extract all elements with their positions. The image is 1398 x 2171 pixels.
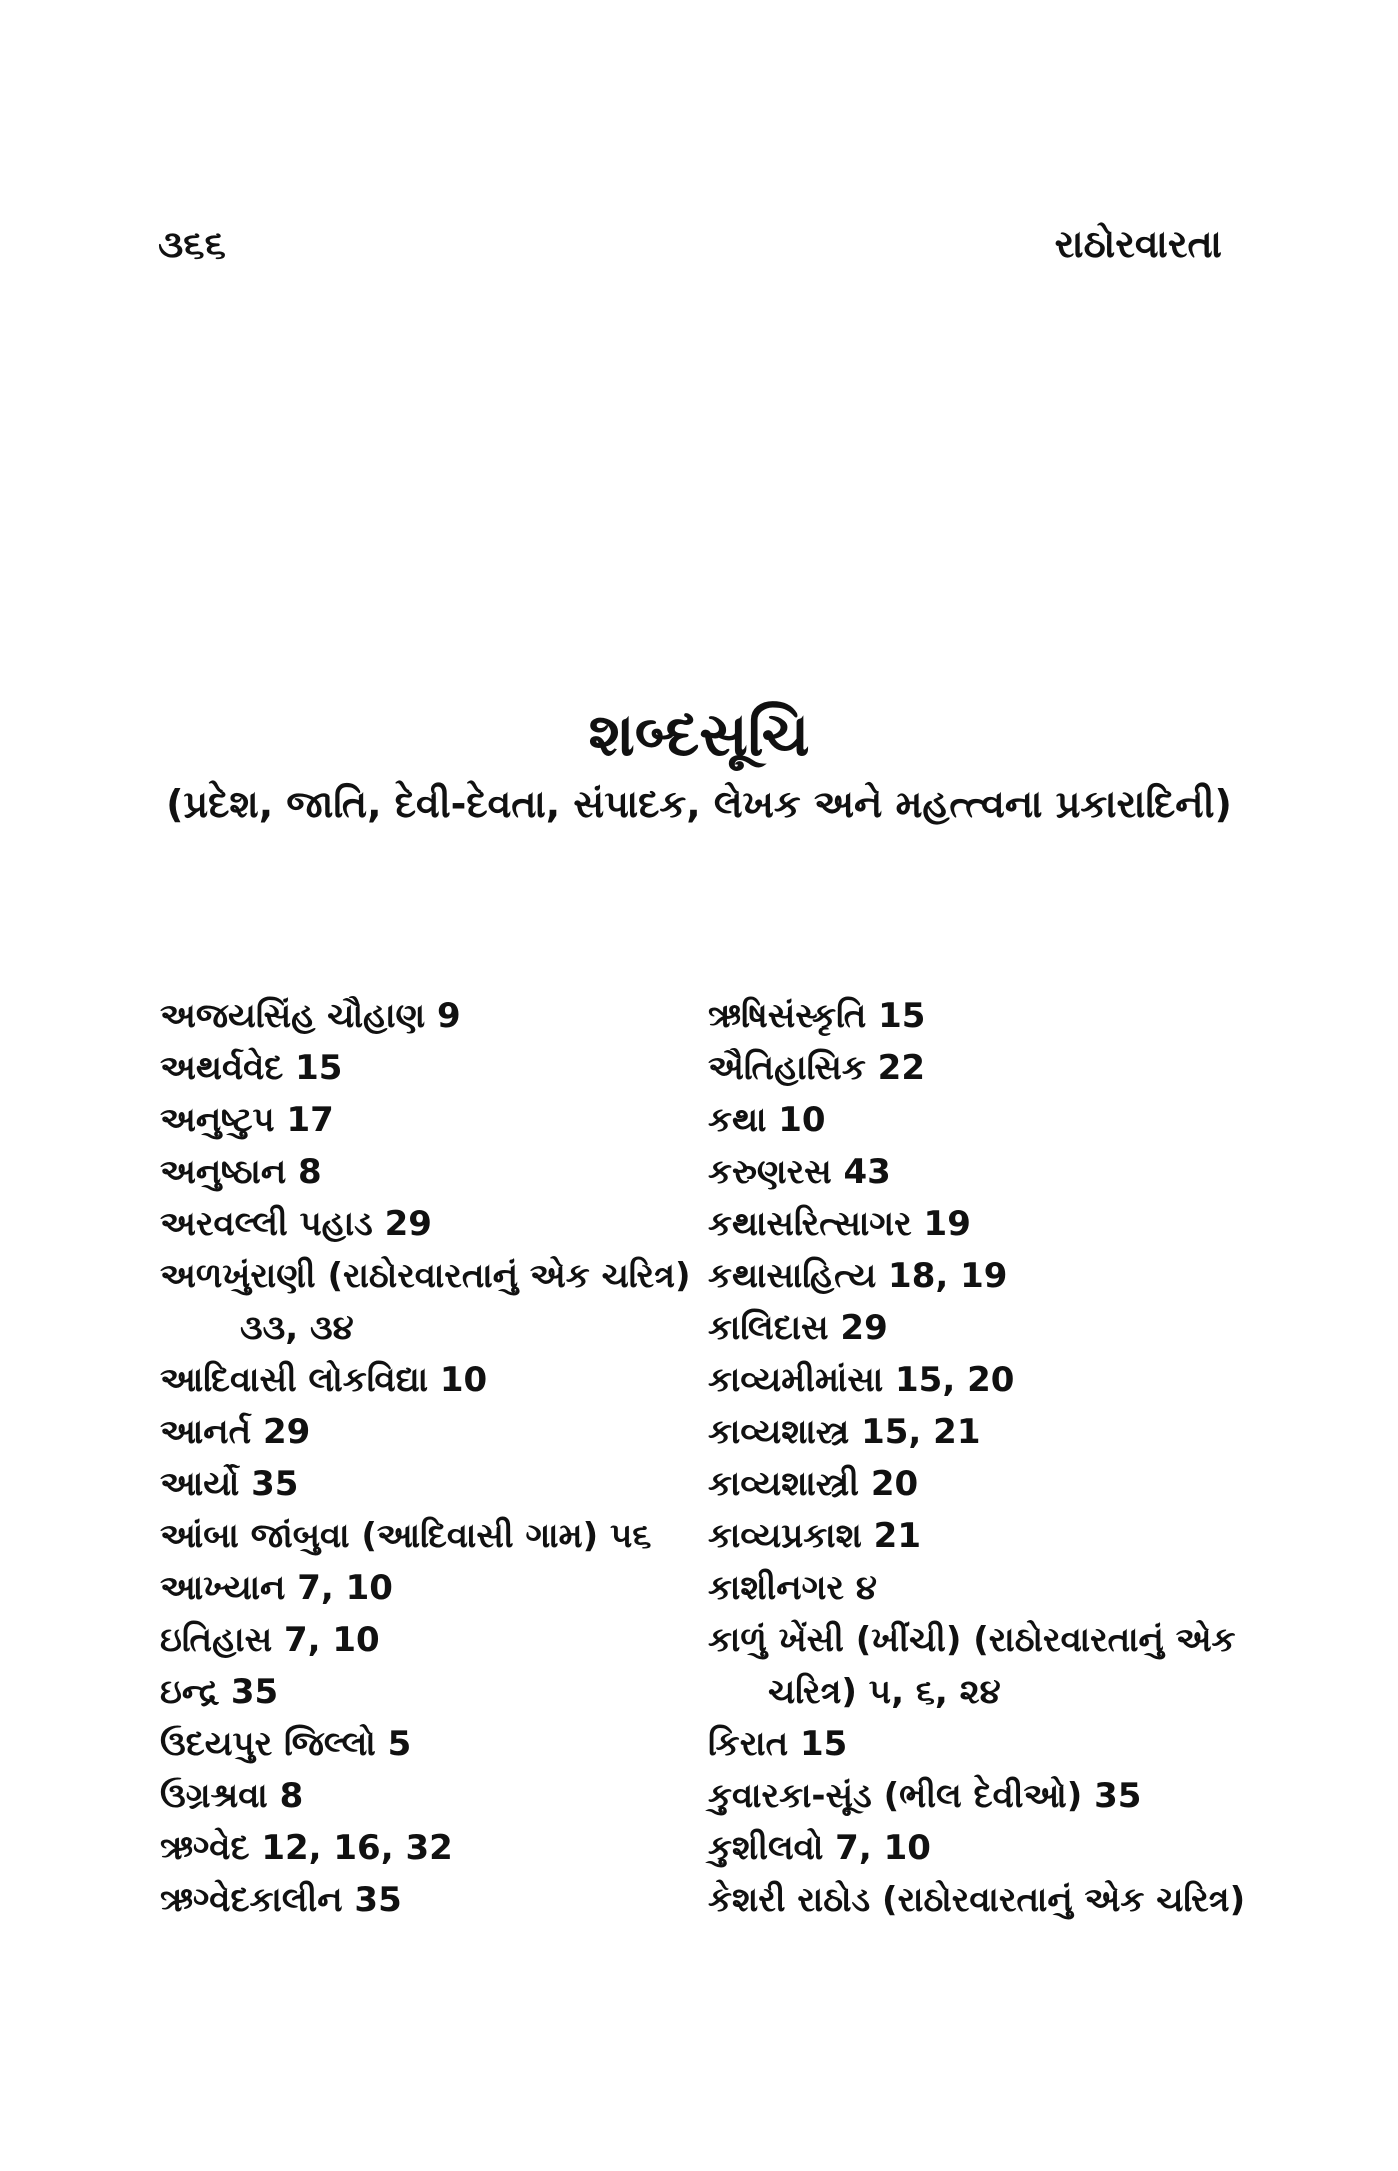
index-entry-text: આદિવાસી લોકવિદ્યા 10	[160, 1360, 488, 1400]
index-entry	[708, 1406, 1248, 1458]
index-entry-text: આનર્ત 29	[160, 1412, 311, 1452]
page-number: ૩૬૬	[158, 222, 226, 266]
index-entry-continuation: ૩૩, ૩૪	[240, 1308, 354, 1348]
index-entry-text: અનુષ્ઠાન 8	[160, 1152, 322, 1192]
index-entry-text: કાવ્યપ્રકાશ 21	[708, 1516, 922, 1556]
index-entry	[160, 990, 700, 1042]
index-entry	[708, 1874, 1248, 1926]
index-subtitle: (પ્રદેશ, જાતિ, દેવી-દેવતા, સંપાદક, લેખક અને મહત્ત્વના પ્રકારાદિની)	[166, 782, 1232, 826]
index-entry-text: આર્યો 35	[160, 1464, 299, 1504]
index-entry-text: કરુણરસ 43	[708, 1152, 891, 1192]
index-entry	[160, 1458, 700, 1510]
index-entry-text: કથાસરિત્સાગર 19	[708, 1204, 971, 1244]
index-entry	[160, 1614, 700, 1666]
index-entry	[708, 1770, 1248, 1822]
index-title: શબ્દસૂચિ	[588, 700, 810, 770]
index-entry	[708, 1562, 1248, 1614]
index-entry-text: કાશીનગર ૪	[708, 1568, 877, 1608]
index-entry	[160, 1406, 700, 1458]
index-entry-text: આખ્યાન 7, 10	[160, 1568, 393, 1608]
index-entry-text: કાવ્યશાસ્ત્રી 20	[708, 1464, 919, 1504]
index-entry	[160, 1666, 700, 1718]
index-entry-text: અથર્વવેદ 15	[160, 1048, 343, 1088]
index-entry	[160, 1094, 700, 1146]
running-header: રાઠોરવારતા	[1054, 222, 1222, 266]
index-entry	[160, 1250, 700, 1354]
index-entry-text: અજયસિંહ ચૌહાણ 9	[160, 996, 461, 1036]
index-entry-text: કાલિદાસ 29	[708, 1308, 888, 1348]
index-entry-text: કુશીલવો 7, 10	[708, 1828, 931, 1868]
index-entry-text: ઇન્દ્ર 35	[160, 1672, 279, 1712]
index-entry-text: ઉદયપુર જિલ્લો 5	[160, 1724, 412, 1764]
index-entry	[708, 1042, 1248, 1094]
index-entry	[708, 1458, 1248, 1510]
index-entry-text: કથાસાહિત્ય 18, 19	[708, 1256, 1008, 1296]
index-entry	[160, 1042, 700, 1094]
index-entry	[708, 1510, 1248, 1562]
index-entry	[160, 1146, 700, 1198]
index-entry	[708, 1302, 1248, 1354]
index-entry	[160, 1874, 700, 1926]
index-column-left	[160, 990, 700, 1926]
index-entry	[160, 1822, 700, 1874]
index-entry	[708, 990, 1248, 1042]
index-entry-text: ઋગ્વેદ 12, 16, 32	[160, 1828, 453, 1868]
index-entry	[708, 1146, 1248, 1198]
index-entry-text: કિરાત 15	[708, 1724, 848, 1764]
index-entry	[708, 1094, 1248, 1146]
index-entry-text: ઉગ્રશ્રવા 8	[160, 1776, 304, 1816]
index-entry	[708, 1198, 1248, 1250]
index-entry	[160, 1718, 700, 1770]
index-entry-text: કાળું ખેંસી (ખીંચી) (રાઠોરવારતાનું એક	[708, 1620, 1236, 1660]
index-entry	[708, 1822, 1248, 1874]
index-entry-text: આંબા જાંબુવા (આદિવાસી ગામ) ૫૬	[160, 1516, 652, 1556]
index-entry-text: કાવ્યમીમાંસા 15, 20	[708, 1360, 1015, 1400]
index-entry-text: કાવ્યશાસ્ત્ર 15, 21	[708, 1412, 981, 1452]
index-entry-text: કથા 10	[708, 1100, 826, 1140]
index-entry	[708, 1250, 1248, 1302]
index-entry-text: ઇતિહાસ 7, 10	[160, 1620, 380, 1660]
index-entry-text: ઋગ્વેદકાલીન 35	[160, 1880, 402, 1920]
index-entry	[708, 1614, 1248, 1718]
index-entry-text: કુવારકા-સૂંડ (ભીલ દેવીઓ) 35	[708, 1776, 1142, 1816]
index-column-right	[708, 990, 1248, 1926]
index-entry-text: ઋષિસંસ્કૃતિ 15	[708, 996, 926, 1036]
index-entry-continuation: ચરિત્ર) ૫, ૬, ૨૪	[768, 1672, 1001, 1712]
index-entry	[160, 1510, 700, 1562]
index-entry-text: અરવલ્લી પહાડ 29	[160, 1204, 432, 1244]
index-entry	[160, 1198, 700, 1250]
index-entry-text: અળખુંરાણી (રાઠોરવારતાનું એક ચરિત્ર)	[160, 1256, 691, 1296]
index-entry	[160, 1770, 700, 1822]
index-entry	[708, 1718, 1248, 1770]
index-entry-text: કેશરી રાઠોડ (રાઠોરવારતાનું એક ચરિત્ર)	[708, 1880, 1246, 1920]
index-entry	[160, 1354, 700, 1406]
index-entry	[708, 1354, 1248, 1406]
index-entry	[160, 1562, 700, 1614]
index-entry-text: ઐતિહાસિક 22	[708, 1048, 925, 1088]
index-entry-text: અનુષ્ટુપ 17	[160, 1100, 334, 1140]
